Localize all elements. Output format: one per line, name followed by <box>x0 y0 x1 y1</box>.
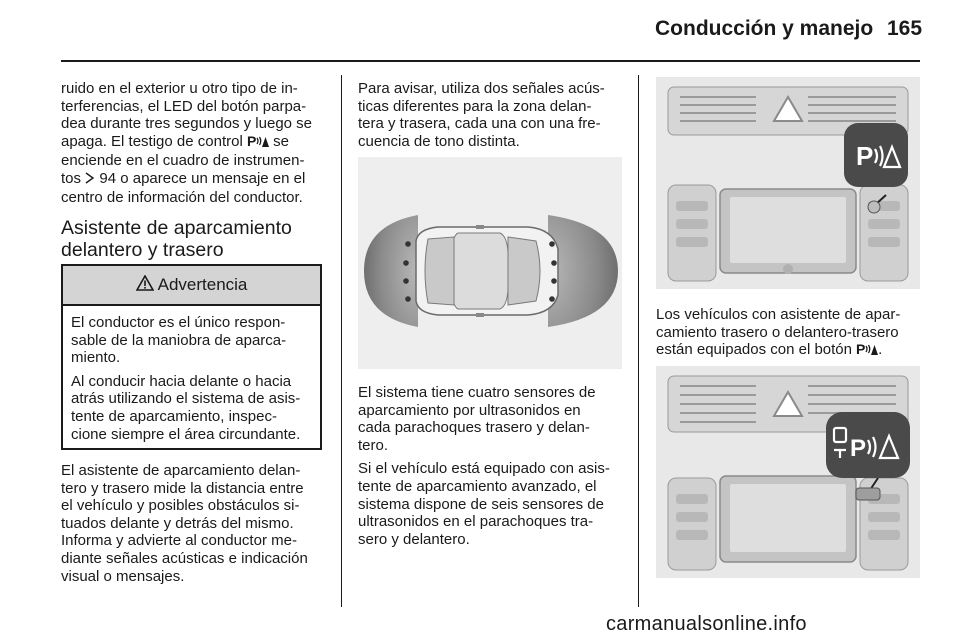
six-sensors-paragraph: Si el vehículo está equipado con asis- tente de aparcamiento avanzado, el sistema dispone de seis sensores de ultrasonidos en el parachoques tra- sero y delantero. <box>358 460 610 548</box>
column-1-body <box>61 462 331 585</box>
warning-header <box>63 266 320 306</box>
column-3-caption <box>656 306 926 361</box>
svg-text:P: P <box>856 342 866 357</box>
running-header-title: Conducción y manejo <box>655 17 874 40</box>
park-assist-button-icon <box>856 342 878 361</box>
header-rule <box>61 60 920 62</box>
four-sensors-paragraph: El sistema tiene cuatro sensores de aparcamiento por ultrasonidos en cada parachoques trasero y delan- tero. <box>358 384 596 454</box>
svg-text:P: P <box>856 141 874 171</box>
sensor-zones-illustration <box>358 157 622 369</box>
column-2-intro <box>358 80 628 150</box>
page-number: 165 <box>887 17 923 40</box>
button-caption: Los vehículos con asistente de apar- camiento trasero o delantero-trasero están equipados con el botón P . <box>656 306 926 361</box>
description-paragraph: El asistente de aparcamiento delan- tero y trasero mide la distancia entre el vehículo y posibles obstáculos si- tuados delante y detrás del mismo. Informa y advierte al conductor me- diante señales acústicas e indicación visual o mensajes. <box>61 462 308 585</box>
svg-text:P: P <box>850 435 867 462</box>
warning-text-1: El conductor es el único respon- sable de la maniobra de aparca- miento. <box>71 314 287 367</box>
column-separator <box>638 75 639 607</box>
park-assist-symbol-icon <box>247 134 269 153</box>
warning-title: Advertencia <box>157 275 248 294</box>
column-2-body <box>358 384 628 548</box>
watermark: carmanualsonline.info <box>606 613 807 635</box>
warning-triangle-icon <box>136 275 154 296</box>
warning-text-2: Al conducir hacia delante o hacia atrás utilizando el sistema de asis- tente de aparcamiento, inspec- cione siempre el área circundante. <box>71 372 301 443</box>
svg-text:P: P <box>246 133 257 148</box>
cross-reference-arrow-icon <box>85 171 95 189</box>
column-1-intro <box>61 80 331 206</box>
intro-paragraph: ruido en el exterior u otro tipo de in- terferencias, el LED del botón parpa- dea durante tres segundos y luego se apaga. El testigo de control P se enciende en el cuadro de instrumen- tos 94 o aparece un mensaje en el centro de información del conductor. <box>61 80 313 206</box>
dashboard-button-illustration-2 <box>656 366 920 578</box>
acoustic-signals-paragraph: Para avisar, utiliza dos señales acús- ticas diferentes para la zona delan- tera y trasera, cada una con una fre- cuencia de tono distinta. <box>358 80 605 150</box>
column-separator <box>341 75 342 607</box>
section-heading: Asistente de aparcamiento delantero y trasero <box>61 217 292 261</box>
warning-box <box>61 264 322 450</box>
dashboard-button-illustration-1 <box>656 77 920 289</box>
